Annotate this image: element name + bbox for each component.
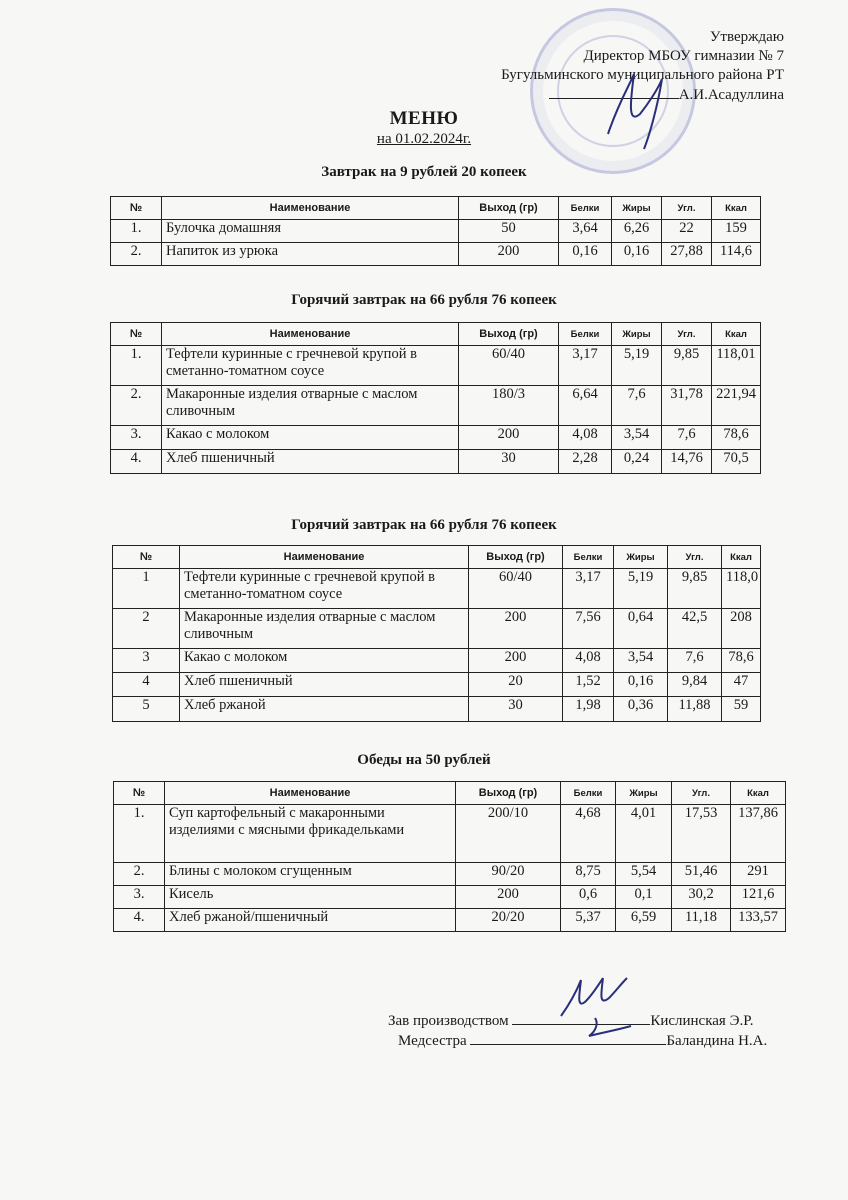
header-num: № <box>111 323 162 346</box>
row-num: 1. <box>111 346 162 386</box>
header-carbs: Угл. <box>672 782 731 805</box>
row-kcal: 208 <box>722 609 761 649</box>
row-name: Блины с молоком сгущенным <box>165 863 456 886</box>
footer-role-1: Зав производством <box>388 1013 509 1029</box>
row-name: Хлеб пшеничный <box>180 673 469 697</box>
table-row <box>113 673 761 697</box>
header-num: № <box>111 197 162 220</box>
row-output: 50 <box>459 220 559 243</box>
header-carbs: Угл. <box>662 197 712 220</box>
row-kcal: 118,0 <box>722 569 761 609</box>
footer-name-1: Кислинская Э.Р. <box>650 1013 754 1029</box>
header-name: Наименование <box>180 546 469 569</box>
header-num: № <box>114 782 165 805</box>
row-carbs: 11,88 <box>668 697 722 722</box>
row-num: 5 <box>113 697 180 722</box>
row-protein: 5,37 <box>561 909 616 932</box>
row-name: Хлеб пшеничный <box>162 450 459 474</box>
table-row <box>114 863 786 886</box>
header-output: Выход (гр) <box>459 197 559 220</box>
approval-line-1: Утверждаю <box>709 29 784 45</box>
approval-signature-line <box>549 85 679 99</box>
table-row <box>111 426 761 450</box>
header-output: Выход (гр) <box>456 782 561 805</box>
header-kcal: Ккал <box>712 323 761 346</box>
table-row <box>111 243 761 266</box>
row-protein: 0,16 <box>559 243 612 266</box>
header-name: Наименование <box>162 197 459 220</box>
row-fat: 0,24 <box>612 450 662 474</box>
row-output: 60/40 <box>459 346 559 386</box>
table-row <box>111 450 761 474</box>
section-2-table <box>110 322 761 474</box>
row-output: 90/20 <box>456 863 561 886</box>
table-row <box>114 909 786 932</box>
row-fat: 5,19 <box>614 569 668 609</box>
row-kcal: 78,6 <box>712 426 761 450</box>
row-kcal: 121,6 <box>731 886 786 909</box>
header-protein: Белки <box>561 782 616 805</box>
row-num: 3 <box>113 649 180 673</box>
row-num: 3. <box>114 886 165 909</box>
row-name: Тефтели куринные с гречневой крупой в сметанно-томатном соусе <box>180 569 469 609</box>
approval-signature-row <box>424 85 784 105</box>
row-name: Кисель <box>165 886 456 909</box>
row-kcal: 70,5 <box>712 450 761 474</box>
row-fat: 0,64 <box>614 609 668 649</box>
row-num: 1. <box>111 220 162 243</box>
header-name: Наименование <box>165 782 456 805</box>
row-protein: 0,6 <box>561 886 616 909</box>
row-protein: 3,17 <box>563 569 614 609</box>
row-name: Какао с молоком <box>180 649 469 673</box>
row-protein: 1,98 <box>563 697 614 722</box>
footer-line-2 <box>398 1030 767 1051</box>
row-num: 1. <box>114 805 165 863</box>
row-kcal: 133,57 <box>731 909 786 932</box>
header-protein: Белки <box>559 197 612 220</box>
row-output: 30 <box>469 697 563 722</box>
footer-signature-line-2 <box>470 1030 666 1045</box>
row-kcal: 291 <box>731 863 786 886</box>
row-carbs: 31,78 <box>662 386 712 426</box>
header-kcal: Ккал <box>722 546 761 569</box>
row-num: 1 <box>113 569 180 609</box>
row-fat: 3,54 <box>612 426 662 450</box>
header-fat: Жиры <box>612 323 662 346</box>
approval-line-3: Бугульминского муниципального района РТ <box>501 67 784 83</box>
table-row <box>113 697 761 722</box>
row-output: 60/40 <box>469 569 563 609</box>
row-kcal: 78,6 <box>722 649 761 673</box>
approval-line-2: Директор МБОУ гимназии № 7 <box>583 48 784 64</box>
row-output: 180/3 <box>459 386 559 426</box>
row-carbs: 17,53 <box>672 805 731 863</box>
table-header-row <box>113 546 761 569</box>
approval-block <box>424 28 784 105</box>
approval-signer: А.И.Асадуллина <box>678 87 784 103</box>
header-protein: Белки <box>563 546 614 569</box>
row-num: 2 <box>113 609 180 649</box>
row-fat: 0,36 <box>614 697 668 722</box>
section-2-title: Горячий завтрак на 66 рубля 76 копеек <box>291 292 557 308</box>
row-kcal: 47 <box>722 673 761 697</box>
header-kcal: Ккал <box>731 782 786 805</box>
row-num: 4 <box>113 673 180 697</box>
row-name: Хлеб ржаной <box>180 697 469 722</box>
row-num: 2. <box>114 863 165 886</box>
row-protein: 4,08 <box>559 426 612 450</box>
header-fat: Жиры <box>614 546 668 569</box>
section-1-title: Завтрак на 9 рублей 20 копеек <box>321 164 527 180</box>
header-output: Выход (гр) <box>459 323 559 346</box>
header-fat: Жиры <box>612 197 662 220</box>
row-num: 4. <box>111 450 162 474</box>
header-fat: Жиры <box>616 782 672 805</box>
table-row <box>113 649 761 673</box>
row-carbs: 11,18 <box>672 909 731 932</box>
row-num: 2. <box>111 386 162 426</box>
row-kcal: 221,94 <box>712 386 761 426</box>
row-fat: 5,19 <box>612 346 662 386</box>
row-output: 200 <box>459 426 559 450</box>
section-4-title: Обеды на 50 рублей <box>357 752 491 768</box>
row-carbs: 14,76 <box>662 450 712 474</box>
table-row <box>113 569 761 609</box>
table-row <box>111 346 761 386</box>
row-protein: 8,75 <box>561 863 616 886</box>
row-name: Суп картофельный с макаронными изделиями с мясными фрикадельками <box>165 805 456 863</box>
table-row <box>111 386 761 426</box>
section-3-table <box>112 545 761 722</box>
row-carbs: 22 <box>662 220 712 243</box>
header-protein: Белки <box>559 323 612 346</box>
row-carbs: 42,5 <box>668 609 722 649</box>
table-row <box>114 886 786 909</box>
row-fat: 0,16 <box>612 243 662 266</box>
row-output: 20 <box>469 673 563 697</box>
row-name: Тефтели куринные с гречневой крупой в сметанно-томатном соусе <box>162 346 459 386</box>
row-fat: 6,59 <box>616 909 672 932</box>
row-kcal: 114,6 <box>712 243 761 266</box>
row-fat: 5,54 <box>616 863 672 886</box>
row-carbs: 9,84 <box>668 673 722 697</box>
row-kcal: 137,86 <box>731 805 786 863</box>
row-output: 30 <box>459 450 559 474</box>
row-output: 200/10 <box>456 805 561 863</box>
row-fat: 6,26 <box>612 220 662 243</box>
header-carbs: Угл. <box>668 546 722 569</box>
row-protein: 3,64 <box>559 220 612 243</box>
row-protein: 4,68 <box>561 805 616 863</box>
row-carbs: 51,46 <box>672 863 731 886</box>
header-kcal: Ккал <box>712 197 761 220</box>
table-header-row <box>111 323 761 346</box>
row-protein: 7,56 <box>563 609 614 649</box>
row-output: 200 <box>459 243 559 266</box>
page-title: МЕНЮ <box>389 108 459 129</box>
table-row <box>114 805 786 863</box>
row-carbs: 30,2 <box>672 886 731 909</box>
row-output: 20/20 <box>456 909 561 932</box>
table-row <box>111 220 761 243</box>
table-row <box>113 609 761 649</box>
row-kcal: 159 <box>712 220 761 243</box>
footer-role-2: Медсестра <box>398 1033 467 1049</box>
row-num: 2. <box>111 243 162 266</box>
row-name: Хлеб ржаной/пшеничный <box>165 909 456 932</box>
table-header-row <box>111 197 761 220</box>
row-protein: 6,64 <box>559 386 612 426</box>
row-num: 4. <box>114 909 165 932</box>
row-carbs: 27,88 <box>662 243 712 266</box>
row-carbs: 9,85 <box>668 569 722 609</box>
row-fat: 4,01 <box>616 805 672 863</box>
section-3-title: Горячий завтрак на 66 рубля 76 копеек <box>291 517 557 533</box>
row-carbs: 7,6 <box>662 426 712 450</box>
row-fat: 0,16 <box>614 673 668 697</box>
row-protein: 3,17 <box>559 346 612 386</box>
row-protein: 1,52 <box>563 673 614 697</box>
row-name: Напиток из урюка <box>162 243 459 266</box>
section-4-table <box>113 781 786 932</box>
footer-signature-line-1 <box>512 1010 650 1025</box>
row-name: Макаронные изделия отварные с маслом сливочным <box>162 386 459 426</box>
row-output: 200 <box>456 886 561 909</box>
row-carbs: 9,85 <box>662 346 712 386</box>
menu-date: на 01.02.2024г. <box>376 131 472 147</box>
row-num: 3. <box>111 426 162 450</box>
header-num: № <box>113 546 180 569</box>
header-output: Выход (гр) <box>469 546 563 569</box>
row-protein: 4,08 <box>563 649 614 673</box>
row-name: Какао с молоком <box>162 426 459 450</box>
footer-name-2: Баландина Н.А. <box>666 1033 768 1049</box>
row-carbs: 7,6 <box>668 649 722 673</box>
header-carbs: Угл. <box>662 323 712 346</box>
row-output: 200 <box>469 609 563 649</box>
row-name: Булочка домашняя <box>162 220 459 243</box>
row-kcal: 118,01 <box>712 346 761 386</box>
section-1-table <box>110 196 761 266</box>
row-kcal: 59 <box>722 697 761 722</box>
header-name: Наименование <box>162 323 459 346</box>
row-name: Макаронные изделия отварные с маслом сливочным <box>180 609 469 649</box>
row-fat: 3,54 <box>614 649 668 673</box>
row-fat: 7,6 <box>612 386 662 426</box>
row-protein: 2,28 <box>559 450 612 474</box>
table-header-row <box>114 782 786 805</box>
row-output: 200 <box>469 649 563 673</box>
footer-line-1 <box>388 1010 753 1031</box>
row-fat: 0,1 <box>616 886 672 909</box>
